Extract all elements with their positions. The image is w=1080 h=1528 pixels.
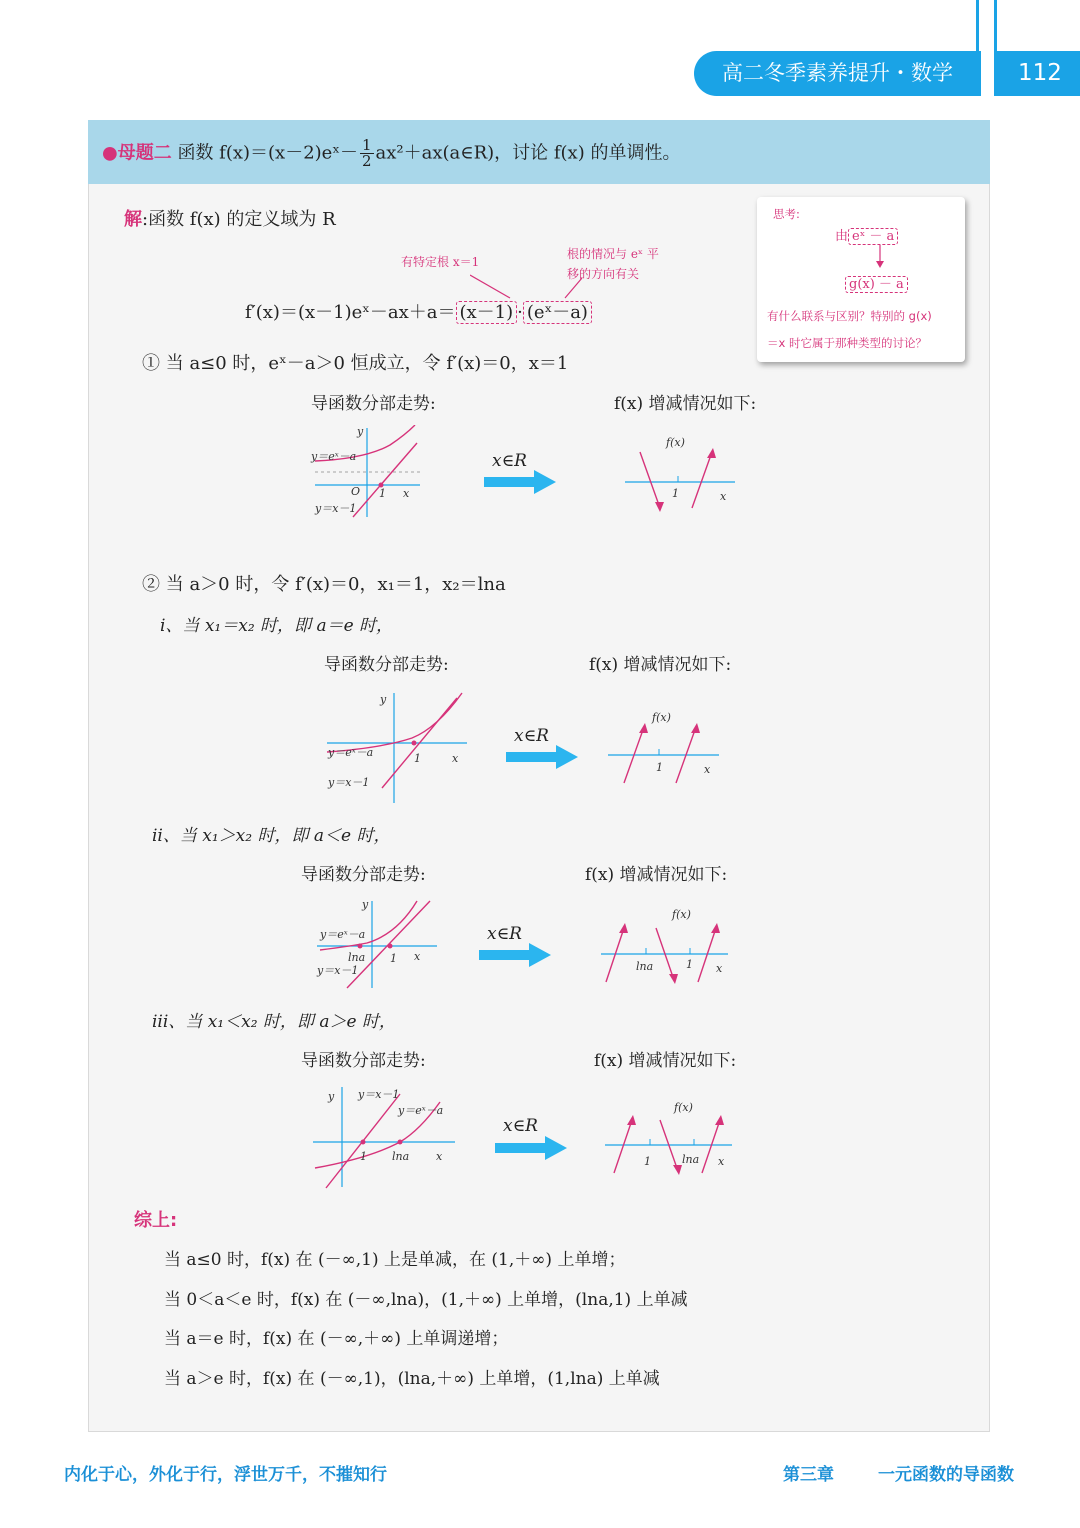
think-line1: 由 eˣ － a [835,225,898,244]
svg-text:y: y [357,425,364,438]
svg-text:x: x [452,752,459,765]
graph-case1-derivative [305,425,425,520]
think-title: 思考: [773,207,800,221]
summary-title: 综上: [134,1210,178,1231]
problem-tag: 母题二 [117,142,172,164]
f-change-label: f(x) 增减情况如下: [585,865,728,885]
svg-text:y＝x－1: y＝x－1 [328,776,370,789]
svg-text:1: 1 [379,487,386,500]
deriv-trend-label: 导函数分部走势: [301,865,426,885]
summary-line-1: 当 a≤0 时，f(x) 在 (－∞,1) 上是单减，在 (1,＋∞) 上单增； [164,1250,626,1270]
right-arrow-icon [495,1136,569,1160]
case-2-iii: iii、当 x₁＜x₂ 时，即 a＞e 时， [152,1012,396,1032]
note-root2-line2: 移的方向有关 [567,267,640,281]
problem-prefix: 函数 f(x)＝(x－2)eˣ－ [177,142,358,164]
svg-text:x: x [414,950,421,963]
solution-intro [124,205,336,231]
x-in-R-label: x∈R [514,726,549,746]
domain-line: :函数 f(x) 的定义域为 R [142,209,336,230]
think-q1: 有什么联系与区别？特别的 g(x) [767,309,932,323]
x-in-R-label: x∈R [503,1116,538,1136]
svg-text:lna: lna [682,1153,700,1166]
right-arrow-icon [506,745,580,769]
graph-case2ii-derivative [312,896,442,991]
svg-text:1: 1 [686,958,693,971]
graph-case2iii-monotonic [602,1095,737,1180]
note-arrows [470,270,620,300]
svg-text:1: 1 [656,761,663,774]
svg-text:x: x [704,763,711,776]
factor-box-2: (eˣ－a) [523,301,592,324]
note-root2-line1: 根的情况与 eˣ 平 [567,247,659,261]
svg-text:x: x [720,490,727,503]
graph-case2iii-derivative [310,1082,460,1192]
f-change-label: f(x) 增减情况如下: [614,394,757,414]
case-1: ① 当 a≤0 时，eˣ－a＞0 恒成立，令 f′(x)＝0，x＝1 [142,353,569,374]
page-number: 112 [996,51,1080,96]
svg-text:f(x): f(x) [652,711,671,724]
factor-box-1: (x－1) [456,301,518,324]
case-2-ii: ii、当 x₁＞x₂ 时，即 a＜e 时， [152,826,391,846]
think-box [757,197,965,362]
graph-case1-monotonic [620,430,740,515]
problem-suffix: ax²＋ax(a∈R)，讨论 f(x) 的单调性。 [375,142,681,164]
svg-text:x: x [436,1150,443,1163]
graph-case2ii-monotonic [598,900,733,988]
svg-text:1: 1 [360,1150,367,1163]
svg-text:y＝x－1: y＝x－1 [315,502,357,515]
f-change-label: f(x) 增减情况如下: [589,655,732,675]
f-change-label: f(x) 增减情况如下: [594,1051,737,1071]
graph-case2i-derivative [322,688,472,808]
svg-text:O: O [351,485,361,498]
svg-text:1: 1 [672,487,679,500]
summary-line-4: 当 a＞e 时，f(x) 在 (－∞,1)，(lna,＋∞) 上单增，(1,lna) 上单减 [164,1369,660,1389]
svg-text:1: 1 [414,752,421,765]
problem-bullet-icon: ● [102,142,118,164]
footer-chapter: 第三章 [783,1465,834,1485]
deriv-trend-label: 导函数分部走势: [301,1051,426,1071]
svg-text:f(x): f(x) [666,436,685,449]
svg-text:f(x): f(x) [672,908,691,921]
svg-text:y: y [328,1090,335,1103]
svg-text:y＝eˣ－a: y＝eˣ－a [311,450,357,463]
svg-text:x: x [716,962,723,975]
svg-text:y＝eˣ－a: y＝eˣ－a [328,746,374,759]
summary-line-2: 当 0＜a＜e 时，f(x) 在 (－∞,lna)，(1,＋∞) 上单增，(lna,1) 上单减 [164,1290,688,1310]
right-arrow-icon [484,470,558,494]
svg-text:f(x): f(x) [674,1101,693,1114]
solution-label: 解 [124,209,142,230]
deriv-trend-label: 导函数分部走势: [311,394,436,414]
svg-text:lna: lna [348,951,366,964]
graph-case2i-monotonic [604,705,724,790]
footer-chapter-title: 一元函数的导函数 [878,1465,1014,1485]
case-2-i: i、当 x₁＝x₂ 时，即 a＝e 时， [160,616,394,636]
right-arrow-icon [479,943,553,967]
derivative-line: f′(x)＝(x－1)eˣ－ax＋a＝ (x－1) · (eˣ－a) [245,298,592,324]
svg-text:x: x [718,1155,725,1168]
note-root: 有特定根 x＝1 [401,255,480,269]
footer-motto: 内化于心，外化于行，浮世万千，不摧知行 [64,1465,387,1485]
svg-text:y＝eˣ－a: y＝eˣ－a [398,1104,444,1117]
problem-fraction: $\frac{1}{2}$ [361,136,372,170]
x-in-R-label: x∈R [492,451,527,471]
header-title: 高二冬季素养提升・数学 [694,51,981,96]
think-line2: g(x) － a [845,273,908,292]
svg-text:y＝eˣ－a: y＝eˣ－a [320,928,366,941]
down-arrow-icon [875,245,885,269]
summary-line-3: 当 a＝e 时，f(x) 在 (－∞,＋∞) 上单调递增； [164,1329,509,1349]
svg-text:1: 1 [644,1155,651,1168]
think-q2: ＝x 时它属于那种类型的讨论？ [767,336,927,350]
svg-text:lna: lna [636,960,654,973]
svg-text:y: y [380,693,387,706]
svg-text:y＝x－1: y＝x－1 [358,1088,400,1101]
problem-statement [102,138,680,169]
x-in-R-label: x∈R [487,924,522,944]
svg-text:y: y [362,898,369,911]
svg-text:y＝x－1: y＝x－1 [317,964,359,977]
svg-text:x: x [403,487,410,500]
svg-text:1: 1 [390,952,397,965]
case-2: ② 当 a＞0 时，令 f′(x)＝0，x₁＝1，x₂＝lna [142,574,506,595]
svg-text:lna: lna [392,1150,410,1163]
deriv-trend-label: 导函数分部走势: [324,655,449,675]
